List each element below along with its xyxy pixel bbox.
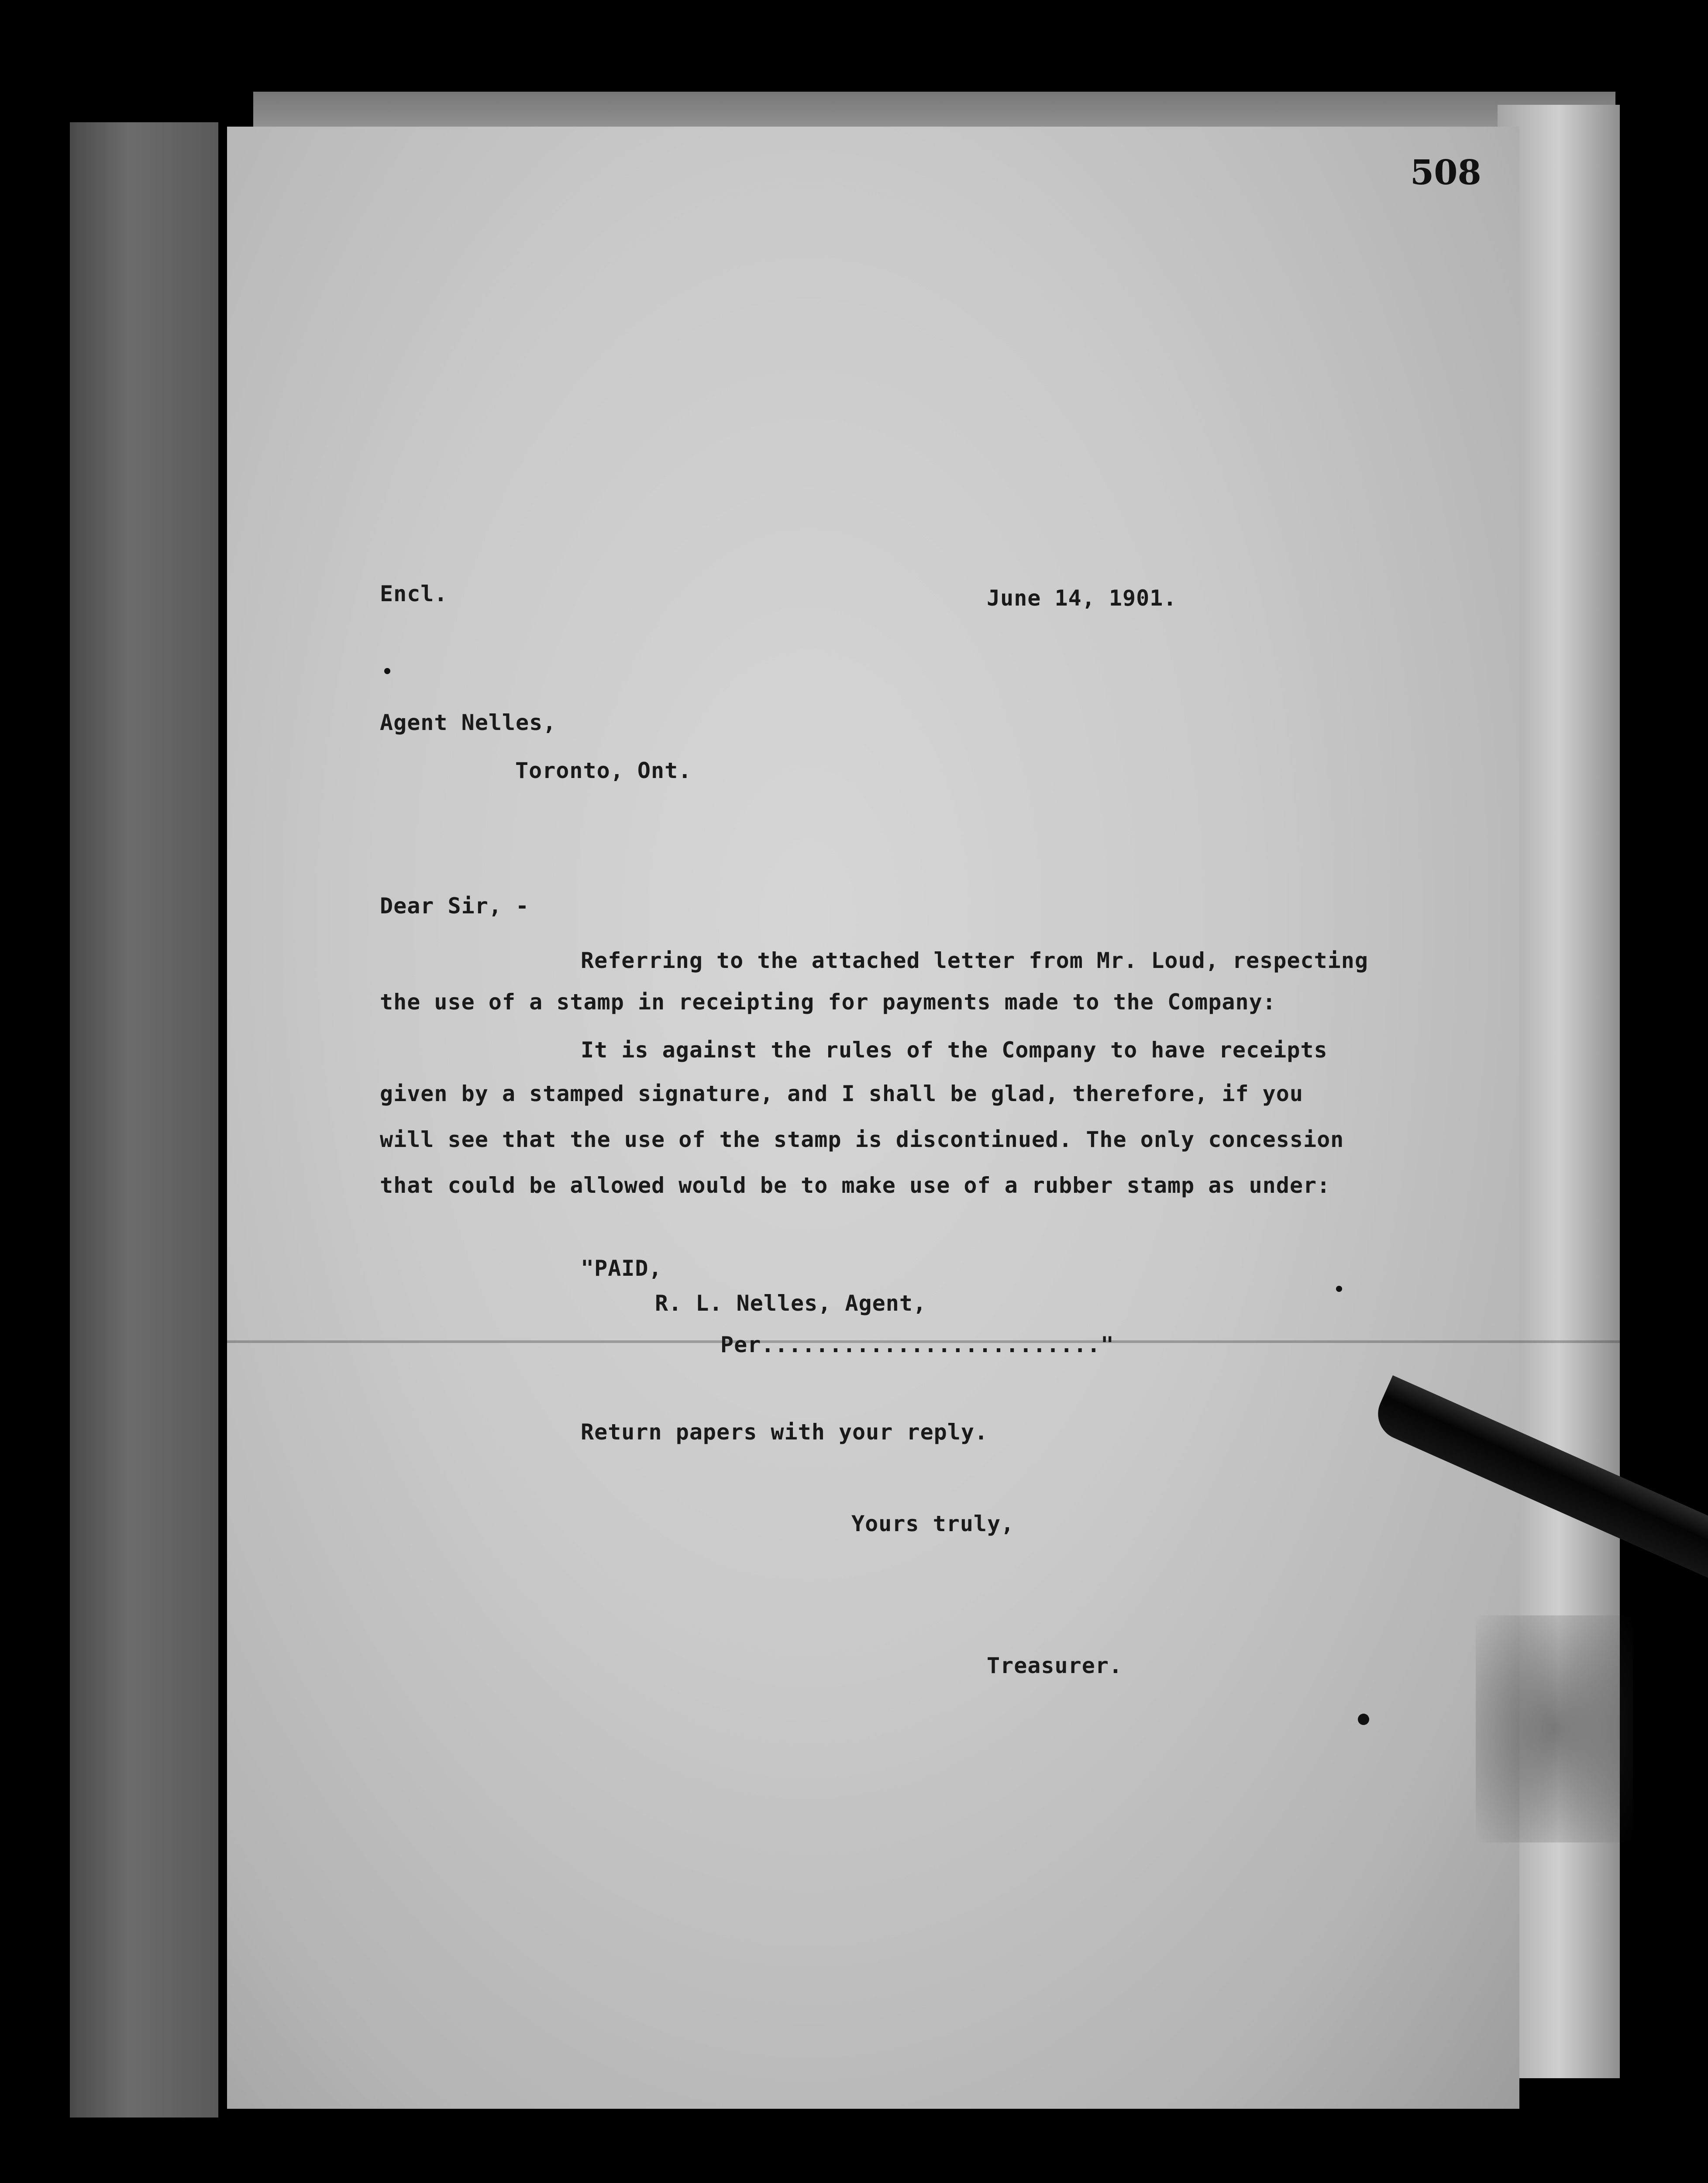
recipient-location: Toronto, Ont. (515, 758, 692, 783)
enclosure-note: Encl. (380, 581, 448, 606)
letter-date: June 14, 1901. (987, 585, 1177, 611)
body-line: It is against the rules of the Company to have receipts (581, 1037, 1328, 1063)
ink-speck (1336, 1286, 1342, 1292)
closing-instruction: Return papers with your reply. (581, 1419, 988, 1445)
pen-shadow (1476, 1615, 1633, 1842)
body-line: given by a stamped signature, and I shall be glad, therefore, if you (380, 1081, 1303, 1106)
body-line: that could be allowed would be to make use of a rubber stamp as under: (380, 1173, 1331, 1198)
body-line: will see that the use of the stamp is discontinued. The only concession (380, 1127, 1344, 1152)
recipient-name: Agent Nelles, (380, 710, 557, 735)
stamp-example-line: Per........................." (720, 1332, 1114, 1357)
ink-speck (1358, 1714, 1369, 1725)
signature-title: Treasurer. (987, 1653, 1123, 1678)
ink-speck (384, 668, 390, 674)
underlying-page-left (70, 122, 218, 2118)
stamp-example-line: "PAID, (581, 1256, 662, 1281)
body-line: the use of a stamp in receipting for payments made to the Company: (380, 989, 1276, 1015)
page-number: 508 (1410, 153, 1481, 193)
body-line: Referring to the attached letter from Mr. Loud, respecting (581, 948, 1368, 973)
valediction: Yours truly, (851, 1511, 1015, 1536)
salutation: Dear Sir, - (380, 893, 530, 919)
stamp-example-line: R. L. Nelles, Agent, (655, 1291, 927, 1316)
letter-page (227, 127, 1519, 2109)
